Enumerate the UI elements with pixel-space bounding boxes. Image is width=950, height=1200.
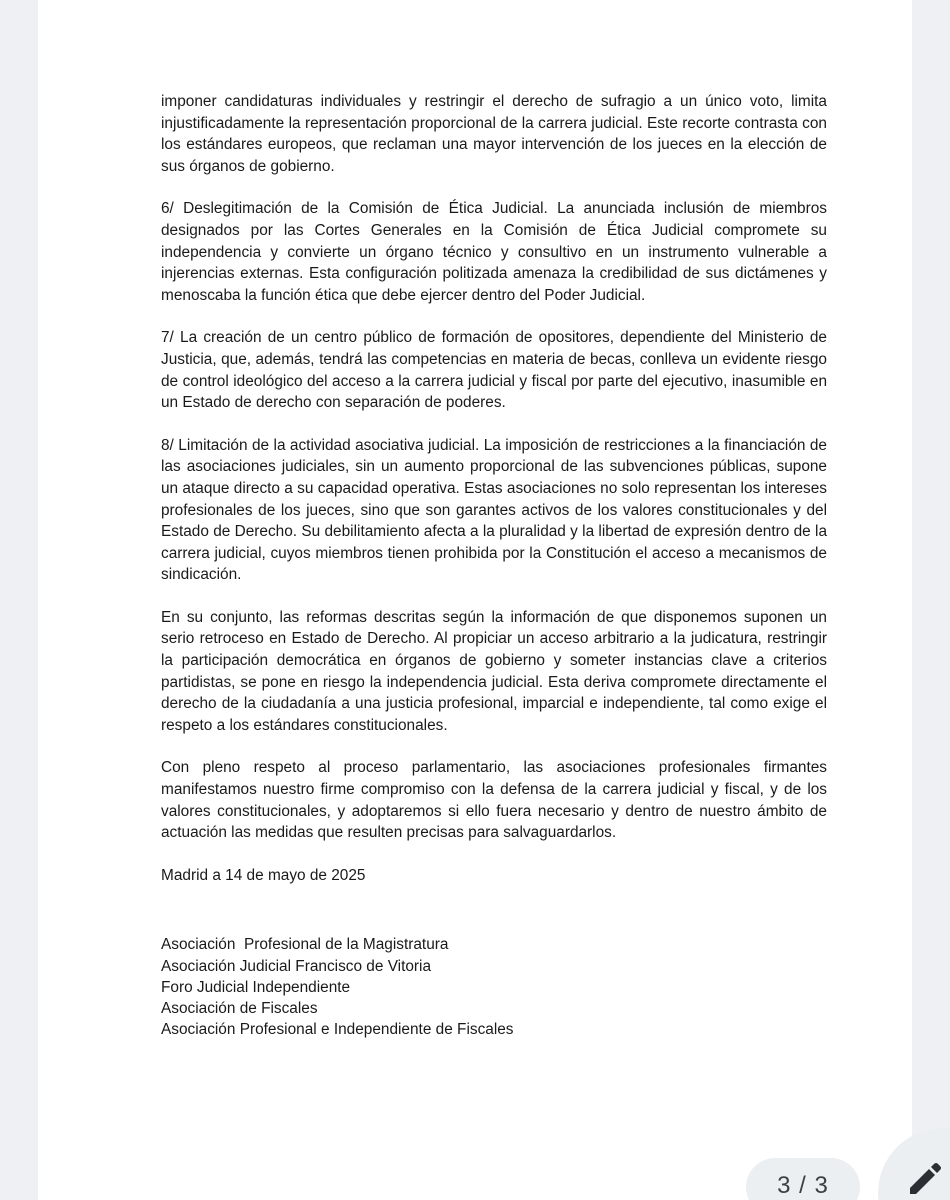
signatory: Asociación de Fiscales [161, 1000, 318, 1018]
paragraph-point-7: 7/ La creación de un centro público de formación de opositores, dependiente del Ministerio de Justicia, que, además, tendrá las competencias en materia de becas, conlleva un evidente riesgo de control ideológico del acceso a la carrera judicial y fiscal por parte del ejecutivo, inasumible en un Estado de derecho con separación de poderes. [161, 329, 827, 412]
paragraph-conclusion: En su conjunto, las reformas descritas según la información de que disponemos suponen un serio retroceso en Estado de Derecho. Al propiciar un acceso arbitrario a la judicatura, restringir la participación democrática en órganos de gobierno y someter instancias clave a criterios partidistas, se pone en riesgo la independencia judicial. Esta deriva compromete directamente el derecho de la ciudadanía a una justicia profesional, imparcial e independiente, tal como exige el respeto a los estándares constitucionales. [161, 608, 827, 734]
document-page [38, 0, 912, 1200]
signatory: Asociación Judicial Francisco de Vitoria [161, 957, 432, 975]
pencil-icon [904, 1158, 944, 1198]
page-indicator: 3 / 3 [746, 1158, 860, 1200]
signatory: Asociación Profesional de la Magistratura [161, 936, 449, 954]
date-line: Madrid a 14 de mayo de 2025 [161, 866, 366, 884]
document-body [161, 91, 827, 1040]
paragraph-closing: Con pleno respeto al proceso parlamentario, las asociaciones profesionales firmantes manifestamos nuestro firme compromiso con la defensa de la carrera judicial y fiscal, y de los valores constitucionales, y adoptaremos si ello fuera necesario y dentro de nuestro ámbito de actuación las medidas que resulten precisas para salvaguardarlos. [161, 759, 827, 842]
signatory: Foro Judicial Independiente [161, 978, 351, 996]
signatory: Asociación Profesional e Independiente de Fiscales [161, 1021, 514, 1039]
paragraph-point-6: 6/ Deslegitimación de la Comisión de Ética Judicial. La anunciada inclusión de miembros designados por las Cortes Generales en la Comisión de Ética Judicial compromete su independencia y convierte un órgano técnico y consultivo en un instrumento vulnerable a injerencias externas. Esta configuración politizada amenaza la credibilidad de sus dictámenes y menoscaba la función ética que debe ejercer dentro del Poder Judicial. [161, 200, 827, 304]
paragraph-continuation: imponer candidaturas individuales y restringir el derecho de sufragio a un único voto, limita injustificadamente la representación proporcional de la carrera judicial. Este recorte contrasta con los estándares europeos, que reclaman una mayor intervención de los jueces en la elección de sus órganos de gobierno. [161, 93, 827, 175]
signatories-list [161, 934, 827, 1040]
paragraph-point-8: 8/ Limitación de la actividad asociativa judicial. La imposición de restricciones a la financiación de las asociaciones judiciales, sin un aumento proporcional de las subvenciones públicas, supone un ataque directo a su capacidad operativa. Estas asociaciones no solo representan los intereses profesionales de los jueces, sino que son garantes activos de los valores constitucionales y del Estado de Derecho. Su debilitamiento afecta a la pluralidad y la libertad de expresión dentro de la carrera judicial, cuyos miembros tienen prohibida por la Constitución el acceso a mecanismos de sindicación. [161, 436, 827, 584]
